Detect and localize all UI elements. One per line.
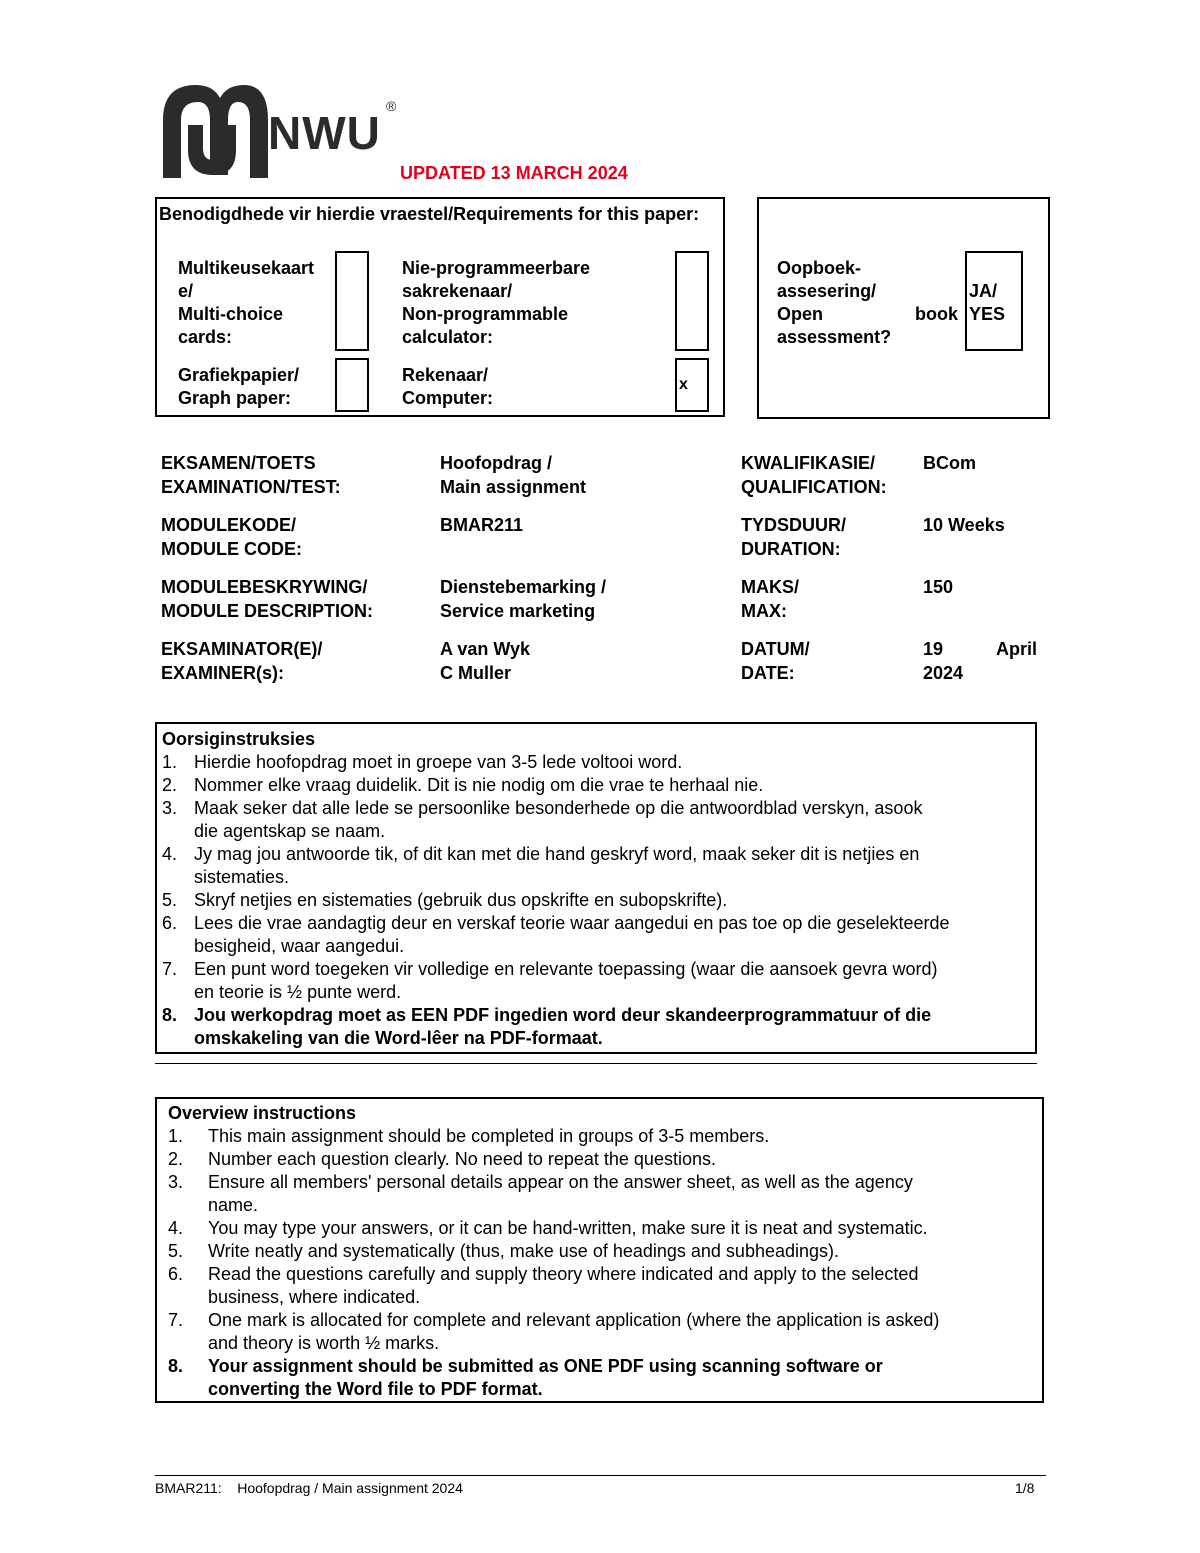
requirements-box — [155, 197, 725, 417]
instructions-af-box — [155, 722, 1037, 1054]
instruction-item — [168, 1240, 1030, 1263]
instruction-text: Nommer elke vraag duidelik. Dit is nie nodig om die vrae te herhaal nie. — [194, 775, 764, 795]
instructions-en-heading: Overview instructions — [168, 1103, 357, 1123]
instruction-number: 5. — [168, 1241, 184, 1261]
instruction-number: 7. — [162, 959, 178, 979]
instruction-number: 3. — [168, 1172, 184, 1192]
instruction-item — [162, 912, 1030, 958]
instruction-number: 2. — [168, 1149, 184, 1169]
graph-paper-checkbox[interactable] — [335, 358, 369, 412]
instruction-text: Skryf netjies en sistematies (gebruik dus opskrifte en subopskrifte). — [194, 890, 728, 910]
instruction-text: This main assignment should be completed in groups of 3-5 members. — [208, 1126, 770, 1146]
footer-rule — [155, 1475, 1046, 1476]
exam-value: Hoofopdrag / Main assignment — [440, 453, 587, 497]
instruction-text: Hierdie hoofopdrag moet in groepe van 3-5 lede voltooi word. — [194, 752, 683, 772]
instruction-text: Een punt word toegeken vir volledige en relevante toepassing (waar die aansoek gevra word) — [194, 959, 938, 979]
instruction-text: Write neatly and systematically (thus, make use of headings and subheadings). — [208, 1241, 840, 1261]
date-month: April — [996, 639, 1038, 659]
instruction-number: 8. — [162, 1005, 178, 1025]
computer-label: Rekenaar/ Computer: — [402, 365, 493, 408]
instruction-item — [168, 1125, 1030, 1148]
calculator-checkbox[interactable] — [675, 251, 709, 351]
instruction-text: and theory is worth ½ marks. — [208, 1333, 440, 1353]
instruction-item — [168, 1148, 1030, 1171]
requirements-title: Benodigdhede vir hierdie vraestel/Requirements for this paper: — [159, 204, 700, 224]
instruction-item — [162, 774, 1030, 797]
module-code-label: MODULEKODE/ MODULE CODE: — [161, 515, 302, 559]
instruction-text: besigheid, waar aangedui. — [194, 936, 405, 956]
date-day: 19 — [923, 639, 944, 659]
open-book-word: book — [915, 304, 958, 324]
nwu-emblem-icon — [158, 80, 268, 180]
examiner-value: A van Wyk C Muller — [440, 639, 531, 683]
calculator-label: Nie-programmeerbare sakrekenaar/ Non-programmable calculator: — [402, 258, 591, 347]
instruction-text: Jou werkopdrag moet as EEN PDF ingedien word deur skandeerprogrammatuur of die — [194, 1005, 932, 1025]
examiner-label: EKSAMINATOR(E)/ EXAMINER(s): — [161, 639, 323, 683]
instruction-text: You may type your answers, or it can be hand-written, make sure it is neat and systematic. — [208, 1218, 928, 1238]
instructions-en-box — [155, 1097, 1044, 1403]
multichoice-checkbox[interactable] — [335, 251, 369, 351]
instruction-number: 4. — [168, 1218, 184, 1238]
instruction-text: Ensure all members' personal details appear on the answer sheet, as well as the agency — [208, 1172, 913, 1192]
instruction-number: 5. — [162, 890, 178, 910]
instruction-item — [162, 958, 1030, 1004]
module-description-value: Dienstebemarking / Service marketing — [440, 577, 607, 621]
updated-notice: UPDATED 13 MARCH 2024 — [400, 163, 628, 183]
instruction-item — [162, 843, 1030, 889]
instruction-text: sistematies. — [194, 867, 290, 887]
qualification-label: KWALIFIKASIE/ QUALIFICATION: — [741, 453, 887, 497]
instruction-item — [162, 889, 1030, 912]
open-assessment-box — [757, 197, 1050, 419]
instruction-text: die agentskap se naam. — [194, 821, 386, 841]
max-value: 150 — [923, 577, 954, 597]
instruction-text: Maak seker dat alle lede se persoonlike besonderhede op die antwoordblad verskyn, asook — [194, 798, 923, 818]
instruction-text: Jy mag jou antwoorde tik, of dit kan met die hand geskryf word, maak seker dit is netjies en — [194, 844, 920, 864]
instruction-text: Number each question clearly. No need to repeat the questions. — [208, 1149, 716, 1169]
instruction-text: converting the Word file to PDF format. — [208, 1379, 543, 1399]
instruction-number: 1. — [168, 1126, 184, 1146]
qualification-value: BCom — [923, 453, 976, 473]
section-divider — [155, 1063, 1037, 1064]
instruction-text: One mark is allocated for complete and relevant application (where the application is asked) — [208, 1310, 940, 1330]
instruction-item — [162, 797, 1030, 843]
instruction-number: 6. — [168, 1264, 184, 1284]
registered-mark: ® — [386, 98, 397, 114]
date-year: 2024 — [923, 663, 964, 683]
instruction-text: name. — [208, 1195, 259, 1215]
instruction-text: Lees die vrae aandagtig deur en verskaf teorie waar aangedui en pas toe op die geselekteerde — [194, 913, 950, 933]
module-code-value: BMAR211 — [440, 515, 524, 535]
instruction-text: en teorie is ½ punte werd. — [194, 982, 402, 1002]
instruction-item — [168, 1171, 1030, 1217]
instruction-number: 3. — [162, 798, 178, 818]
open-assessment-label: Oopboek- assesering/ Open assessment? — [777, 258, 892, 347]
instruction-number: 2. — [162, 775, 178, 795]
date-label: DATUM/ DATE: — [741, 639, 810, 683]
instruction-text: business, where indicated. — [208, 1287, 421, 1307]
duration-value: 10 Weeks — [923, 515, 1005, 535]
instruction-text: Your assignment should be submitted as ONE PDF using scanning software or — [208, 1356, 883, 1376]
open-assessment-answer[interactable]: JA/ YES — [965, 251, 1023, 351]
instruction-number: 6. — [162, 913, 178, 933]
module-description-label: MODULEBESKRYWING/ MODULE DESCRIPTION: — [161, 577, 374, 621]
multichoice-label: Multikeusekaart e/ Multi-choice cards: — [178, 258, 315, 347]
instruction-item — [168, 1309, 1030, 1355]
max-label: MAKS/ MAX: — [741, 577, 799, 621]
logo-wordmark: NWU — [268, 107, 381, 159]
instruction-item — [162, 751, 1030, 774]
computer-checkbox[interactable]: x — [675, 358, 709, 412]
exam-label: EKSAMEN/TOETS EXAMINATION/TEST: — [161, 453, 341, 497]
instruction-item — [168, 1355, 1030, 1401]
nwu-logo — [158, 80, 398, 180]
instruction-item — [168, 1263, 1030, 1309]
footer-page-number: 1/8 — [1015, 1480, 1035, 1496]
instruction-text: Read the questions carefully and supply theory where indicated and apply to the selected — [208, 1264, 919, 1284]
footer-left: BMAR211: Hoofopdrag / Main assignment 2024 — [155, 1480, 463, 1496]
instructions-af-heading: Oorsiginstruksies — [162, 729, 316, 749]
instruction-item — [168, 1217, 1030, 1240]
instruction-number: 7. — [168, 1310, 184, 1330]
duration-label: TYDSDUUR/ DURATION: — [741, 515, 847, 559]
instruction-item — [162, 1004, 1030, 1050]
instruction-number: 8. — [168, 1356, 184, 1376]
instruction-number: 4. — [162, 844, 178, 864]
instruction-number: 1. — [162, 752, 178, 772]
instruction-text: omskakeling van die Word-lêer na PDF-formaat. — [194, 1028, 603, 1048]
graph-paper-label: Grafiekpapier/ Graph paper: — [178, 365, 300, 408]
